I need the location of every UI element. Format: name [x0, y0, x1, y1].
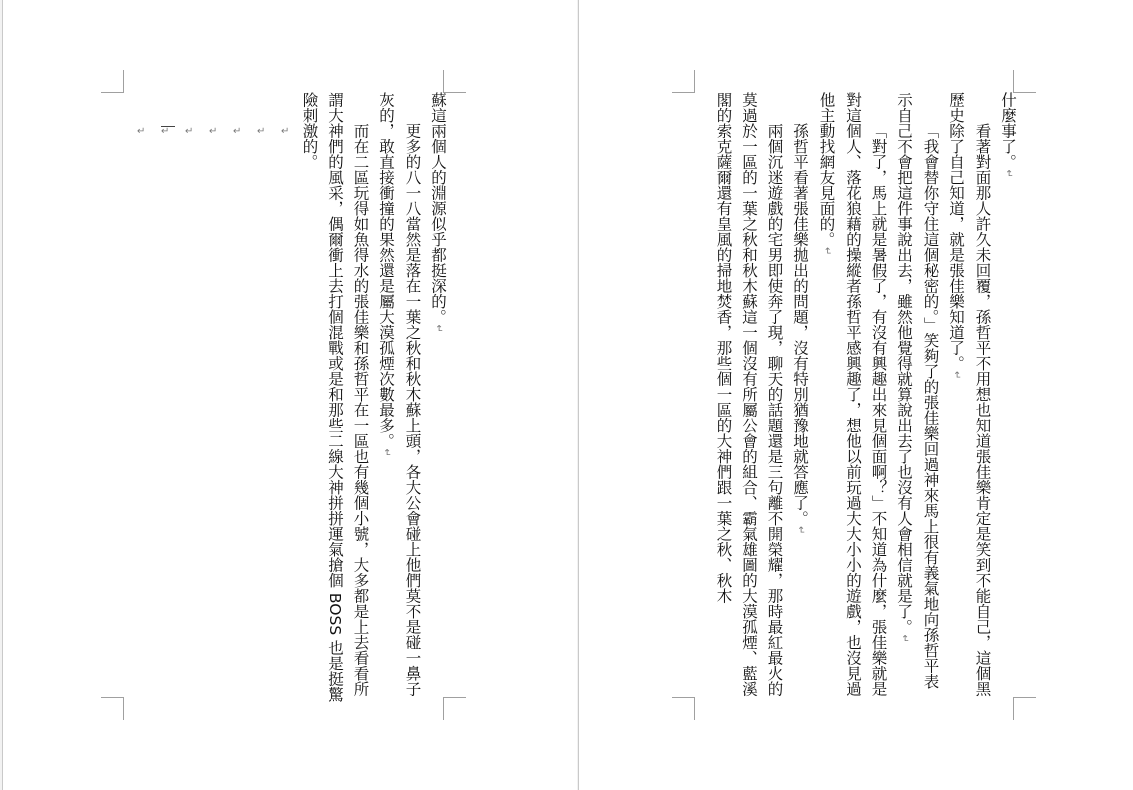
crop-mark-top-right — [443, 70, 466, 93]
paragraph-text: 「我會替你守住這個秘密的。」笑夠了的張佳樂回過神來馬上很有義氣地向孫哲平表示自己不會把這件事說出去，雖然他覺得就算說出去了也沒有人會相信就是了。 — [895, 92, 940, 689]
left-page-text-column[interactable] — [293, 92, 451, 704]
paragraph-text: 蘇這兩個人的淵源似乎都挺深的。 — [429, 92, 447, 325]
paragraph-mark-icon: ↵ — [433, 324, 444, 333]
paragraph-mark-icon: ↵ — [233, 126, 242, 137]
paragraph-text: 而在二區玩得如魚得水的張佳樂和孫哲平在一區也有幾個小號，大多都是上去看看所謂大神們的風采，偶爾衝上去打個混戰或是和那些二線大神拼拼運氣搶個 BOSS 也是挺驚險刺激的。 — [300, 92, 370, 703]
paragraph-mark-icon: ↵ — [381, 448, 392, 457]
paragraph-text: 「對了，馬上就是暑假了，有沒有興趣出來見個面啊？」不知道為什麼，張佳樂就是對這個人、落花狼藉的操縱者孫哲平感興趣了，想他以前玩過大大小小的遊戲，也沒見過他主動找網友見面的。 — [817, 92, 888, 697]
paragraph — [813, 92, 891, 704]
paragraph — [296, 92, 373, 704]
paragraph-mark-icon: ↵ — [821, 247, 833, 256]
paragraph-mark-icon: ↵ — [281, 126, 290, 137]
paragraph-mark-icon: ↵ — [951, 371, 962, 380]
paragraph-mark-icon: ↵ — [185, 126, 194, 137]
paragraph — [373, 92, 425, 704]
paragraph-mark-icon: ↵ — [257, 126, 266, 137]
paragraph-text: 孫哲平看著張佳樂拋出的問題，沒有特別猶豫地就答應了。 — [791, 123, 809, 526]
paragraph — [995, 92, 1022, 704]
crop-mark-top-left — [101, 70, 124, 93]
document-page-left — [2, 0, 577, 790]
empty-paragraph-marks — [137, 126, 297, 140]
paragraph-mark-icon: ↵ — [137, 126, 146, 137]
paragraph-mark-icon: ↵ — [899, 634, 910, 643]
crop-mark-top-right — [1013, 70, 1036, 93]
paragraph-text: 兩個沉迷遊戲的宅男即使奔了現，聊天的話題還是三句離不開榮耀，那時最紅最火的莫過於一區的一葉之秋和秋木蘇這一個沒有所屬公會的組合、霸氣雄圖的大漠孤煙、藍溪閣的索克薩爾還有皇風的掃地焚香，那些個一區的大神們跟一葉之秋、秋木 — [714, 92, 784, 697]
right-page-text-column[interactable] — [695, 92, 1021, 704]
paragraph — [943, 92, 995, 704]
document-page-right — [578, 0, 1133, 790]
paragraph-text: 更多的八一八當然是落在一葉之秋和秋木蘇上頭，各大公會碰上他們莫不是碰一鼻子灰的，敢直接衝撞的果然還是屬大漠孤煙次數最多。 — [377, 92, 422, 697]
paragraph — [710, 92, 787, 704]
paragraph-mark-icon: ↵ — [1003, 169, 1014, 178]
paragraph-text: 看著對面那人許久未回覆，孫哲平不用想也知道張佳樂肯定是笑到不能自己，這個黑歷史除了自己知道，就是張佳樂知道了。 — [947, 92, 992, 697]
crop-mark-bottom-left — [672, 697, 695, 720]
paragraph-text: 什麼事了。 — [999, 92, 1017, 170]
paragraph — [787, 92, 814, 704]
paragraph-mark-icon: ↵ — [161, 126, 170, 137]
paragraph-mark-icon: ↵ — [209, 126, 218, 137]
paragraph — [425, 92, 452, 704]
crop-mark-top-left — [672, 70, 695, 93]
paragraph — [891, 92, 943, 704]
paragraph-mark-icon: ↵ — [795, 526, 806, 535]
crop-mark-bottom-left — [101, 697, 124, 720]
